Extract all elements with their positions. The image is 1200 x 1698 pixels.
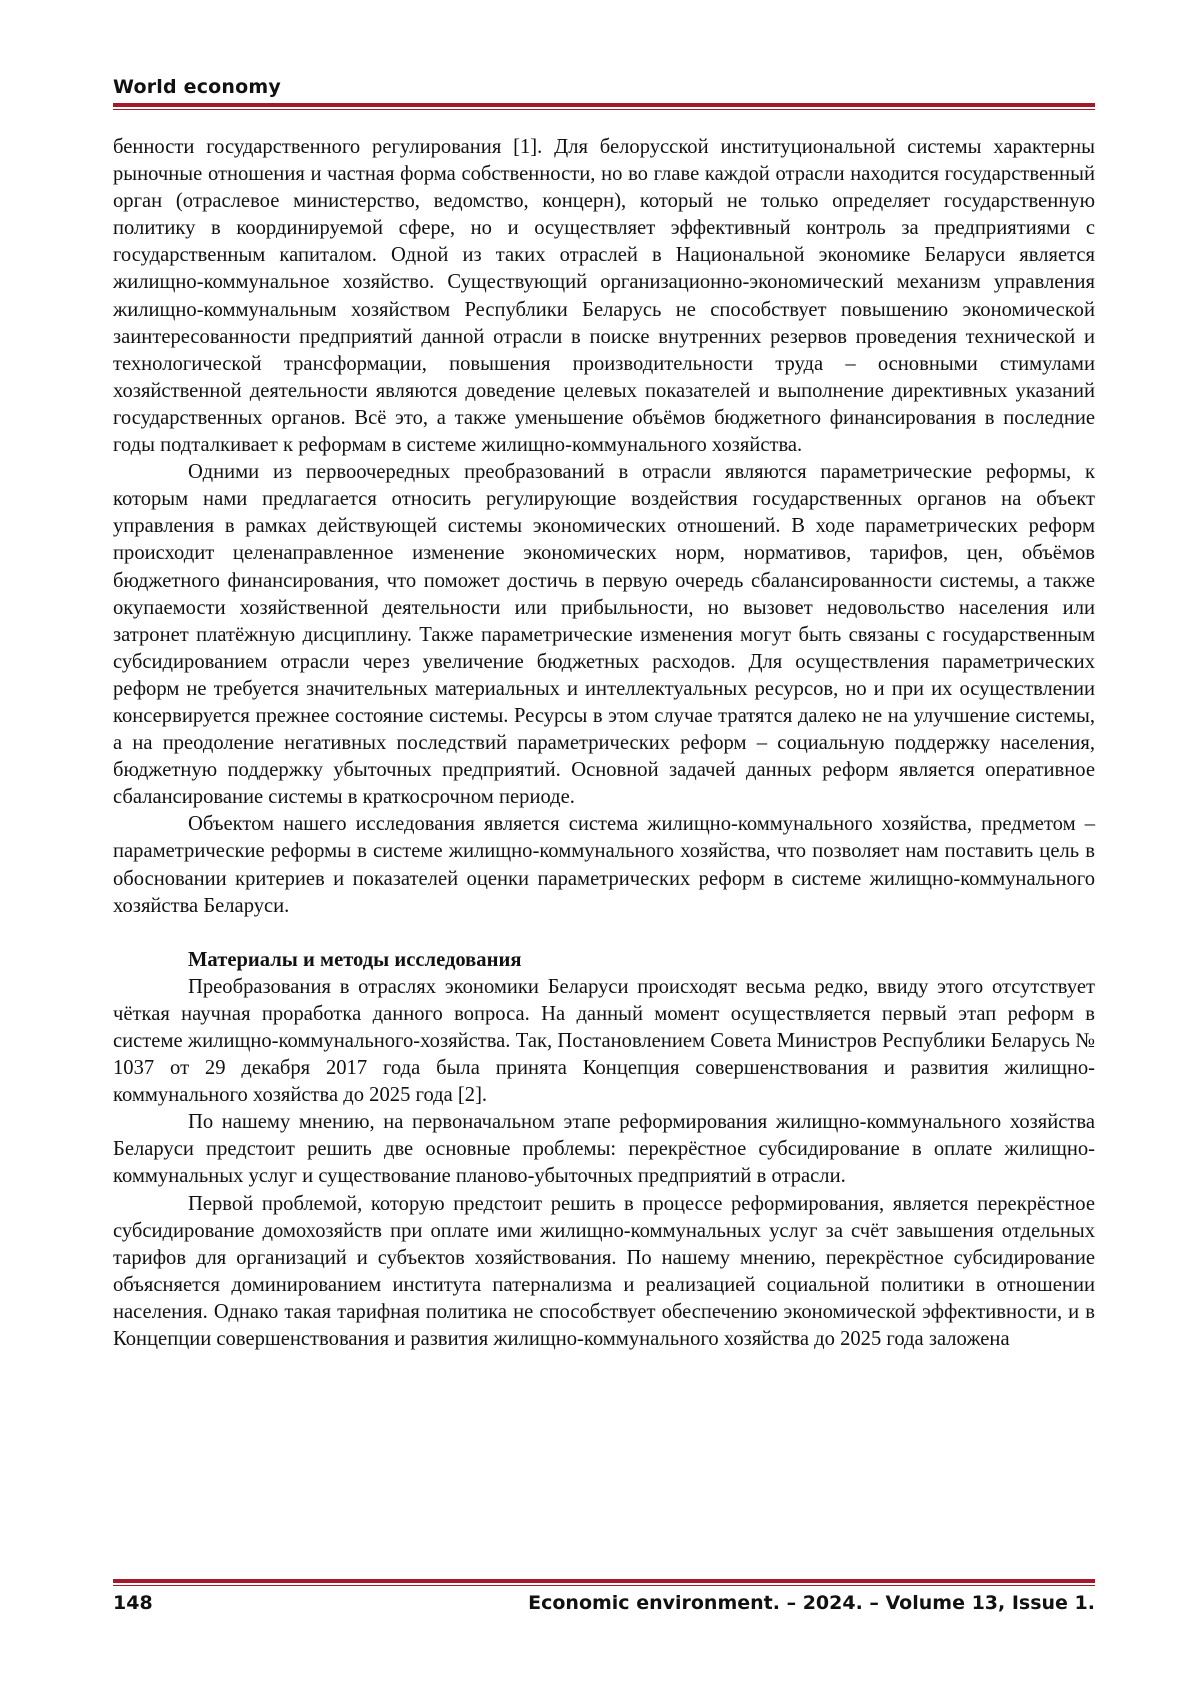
paragraph: Первой проблемой, которую предстоит решить в процессе реформирования, является перекрёстное субсидирование домохозяйств при оплате ими жилищно-коммунальных услуг за счёт завышения отдельных тарифов для организаций и субъектов хозяйствования. По нашему мнению, перекрёстное субсидирование объясняется доминированием института патернализма и реализацией социальной политики в отношении населения. Однако такая тарифная политика не способствует обеспечению экономической эффективности, и в Концепции совершенствования и развития жилищно-коммунального хозяйства до 2025 года заложена: [113, 1192, 1095, 1351]
paragraph-continued: бенности государственного регулирования [1]. Для белорусской институциональной системы характерны рыночные отношения и частная форма собственности, но во главе каждой отрасли находится государственный орган (отраслевое министерство, ведомство, концерн), который не только определяет государственную политику в координируемой сфере, но и осуществляет эффективный контроль за предприятиями с государственным капиталом. Одной из таких отраслей в Национальной экономике Беларуси является жилищно-коммунальное хозяйство. Существующий организационно-экономический механизм управления жилищно-коммунальным хозяйством Республики Беларусь не способствует повышению экономической заинтересованности предприятий данной отрасли в поиске внутренних резервов проведения технической и технологической трансформации, повышения производительности труда – основными стимулами хозяйственной деятельности являются доведение целевых показателей и выполнение директивных указаний государственных органов. Всё это, а также уменьшение объёмов бюджетного финансирования в последние годы подталкивает к реформам в системе жилищно-коммунального хозяйства.: [113, 136, 1095, 457]
journal-citation: Economic environment. – 2024. – Volume 13, Issue 1.: [528, 1592, 1095, 1614]
header-rule-thick: [113, 103, 1095, 107]
section-heading: Материалы и методы исследования: [188, 948, 522, 971]
page-number: 148: [113, 1592, 153, 1614]
paragraph: Преобразования в отраслях экономики Беларуси происходят весьма редко, ввиду этого отсутствует чёткая научная проработка данного вопроса. На данный момент осуществляется первый этап реформ в системе жилищно-коммунального-хозяйства. Так, Постановлением Совета Министров Республики Беларусь № 1037 от 29 декабря 2017 года была принята Концепция совершенствования и развития жилищно-коммунального хозяйства до 2025 года [2].: [113, 975, 1095, 1107]
header-rule-thin: [113, 109, 1095, 110]
paragraph: Объектом нашего исследования является система жилищно-коммунального хозяйства, предметом – параметрические реформы в системе жилищно-коммунального хозяйства, что позволяет нам поставить цель в обосновании критериев и показателей оценки параметрических реформ в системе жилищно-коммунального хозяйства Беларуси.: [113, 813, 1095, 917]
header-rule: [113, 103, 1095, 110]
footer-rule: [113, 1579, 1095, 1586]
article-body: [113, 134, 1095, 1353]
footer-rule-thick: [113, 1579, 1095, 1583]
paragraph: Одними из первоочередных преобразований в отрасли являются параметрические реформы, к которым нами предлагается относить регулирующие воздействия государственных органов на объект управления в рамках действующей системы экономических отношений. В ходе параметрических реформ происходит целенаправленное изменение экономических норм, нормативов, тарифов, цен, объёмов бюджетного финансирования, что поможет достичь в первую очередь сбалансированности системы, а также окупаемости хозяйственной деятельности или прибыльности, но вызовет недовольство населения или затронет платёжную дисциплину. Также параметрические изменения могут быть связаны с государственным субсидированием отрасли через увеличение бюджетных расходов. Для осуществления параметрических реформ не требуется значительных материальных и интеллектуальных ресурсов, но и при их осуществлении консервируется прежнее состояние системы. Ресурсы в этом случае тратятся далеко не на улучшение системы, а на преодоление негативных последствий параметрических реформ – социальную поддержку населения, бюджетную поддержку убыточных предприятий. Основной задачей данных реформ является оперативное сбалансирование системы в краткосрочном периоде.: [113, 461, 1095, 809]
running-header-section: World economy: [113, 76, 281, 98]
footer-rule-thin: [113, 1585, 1095, 1586]
paragraph: По нашему мнению, на первоначальном этапе реформирования жилищно-коммунального хозяйства Беларуси предстоит решить две основные проблемы: перекрёстное субсидирование в оплате жилищно-коммунальных услуг и существование планово-убыточных предприятий в отрасли.: [113, 1111, 1095, 1188]
